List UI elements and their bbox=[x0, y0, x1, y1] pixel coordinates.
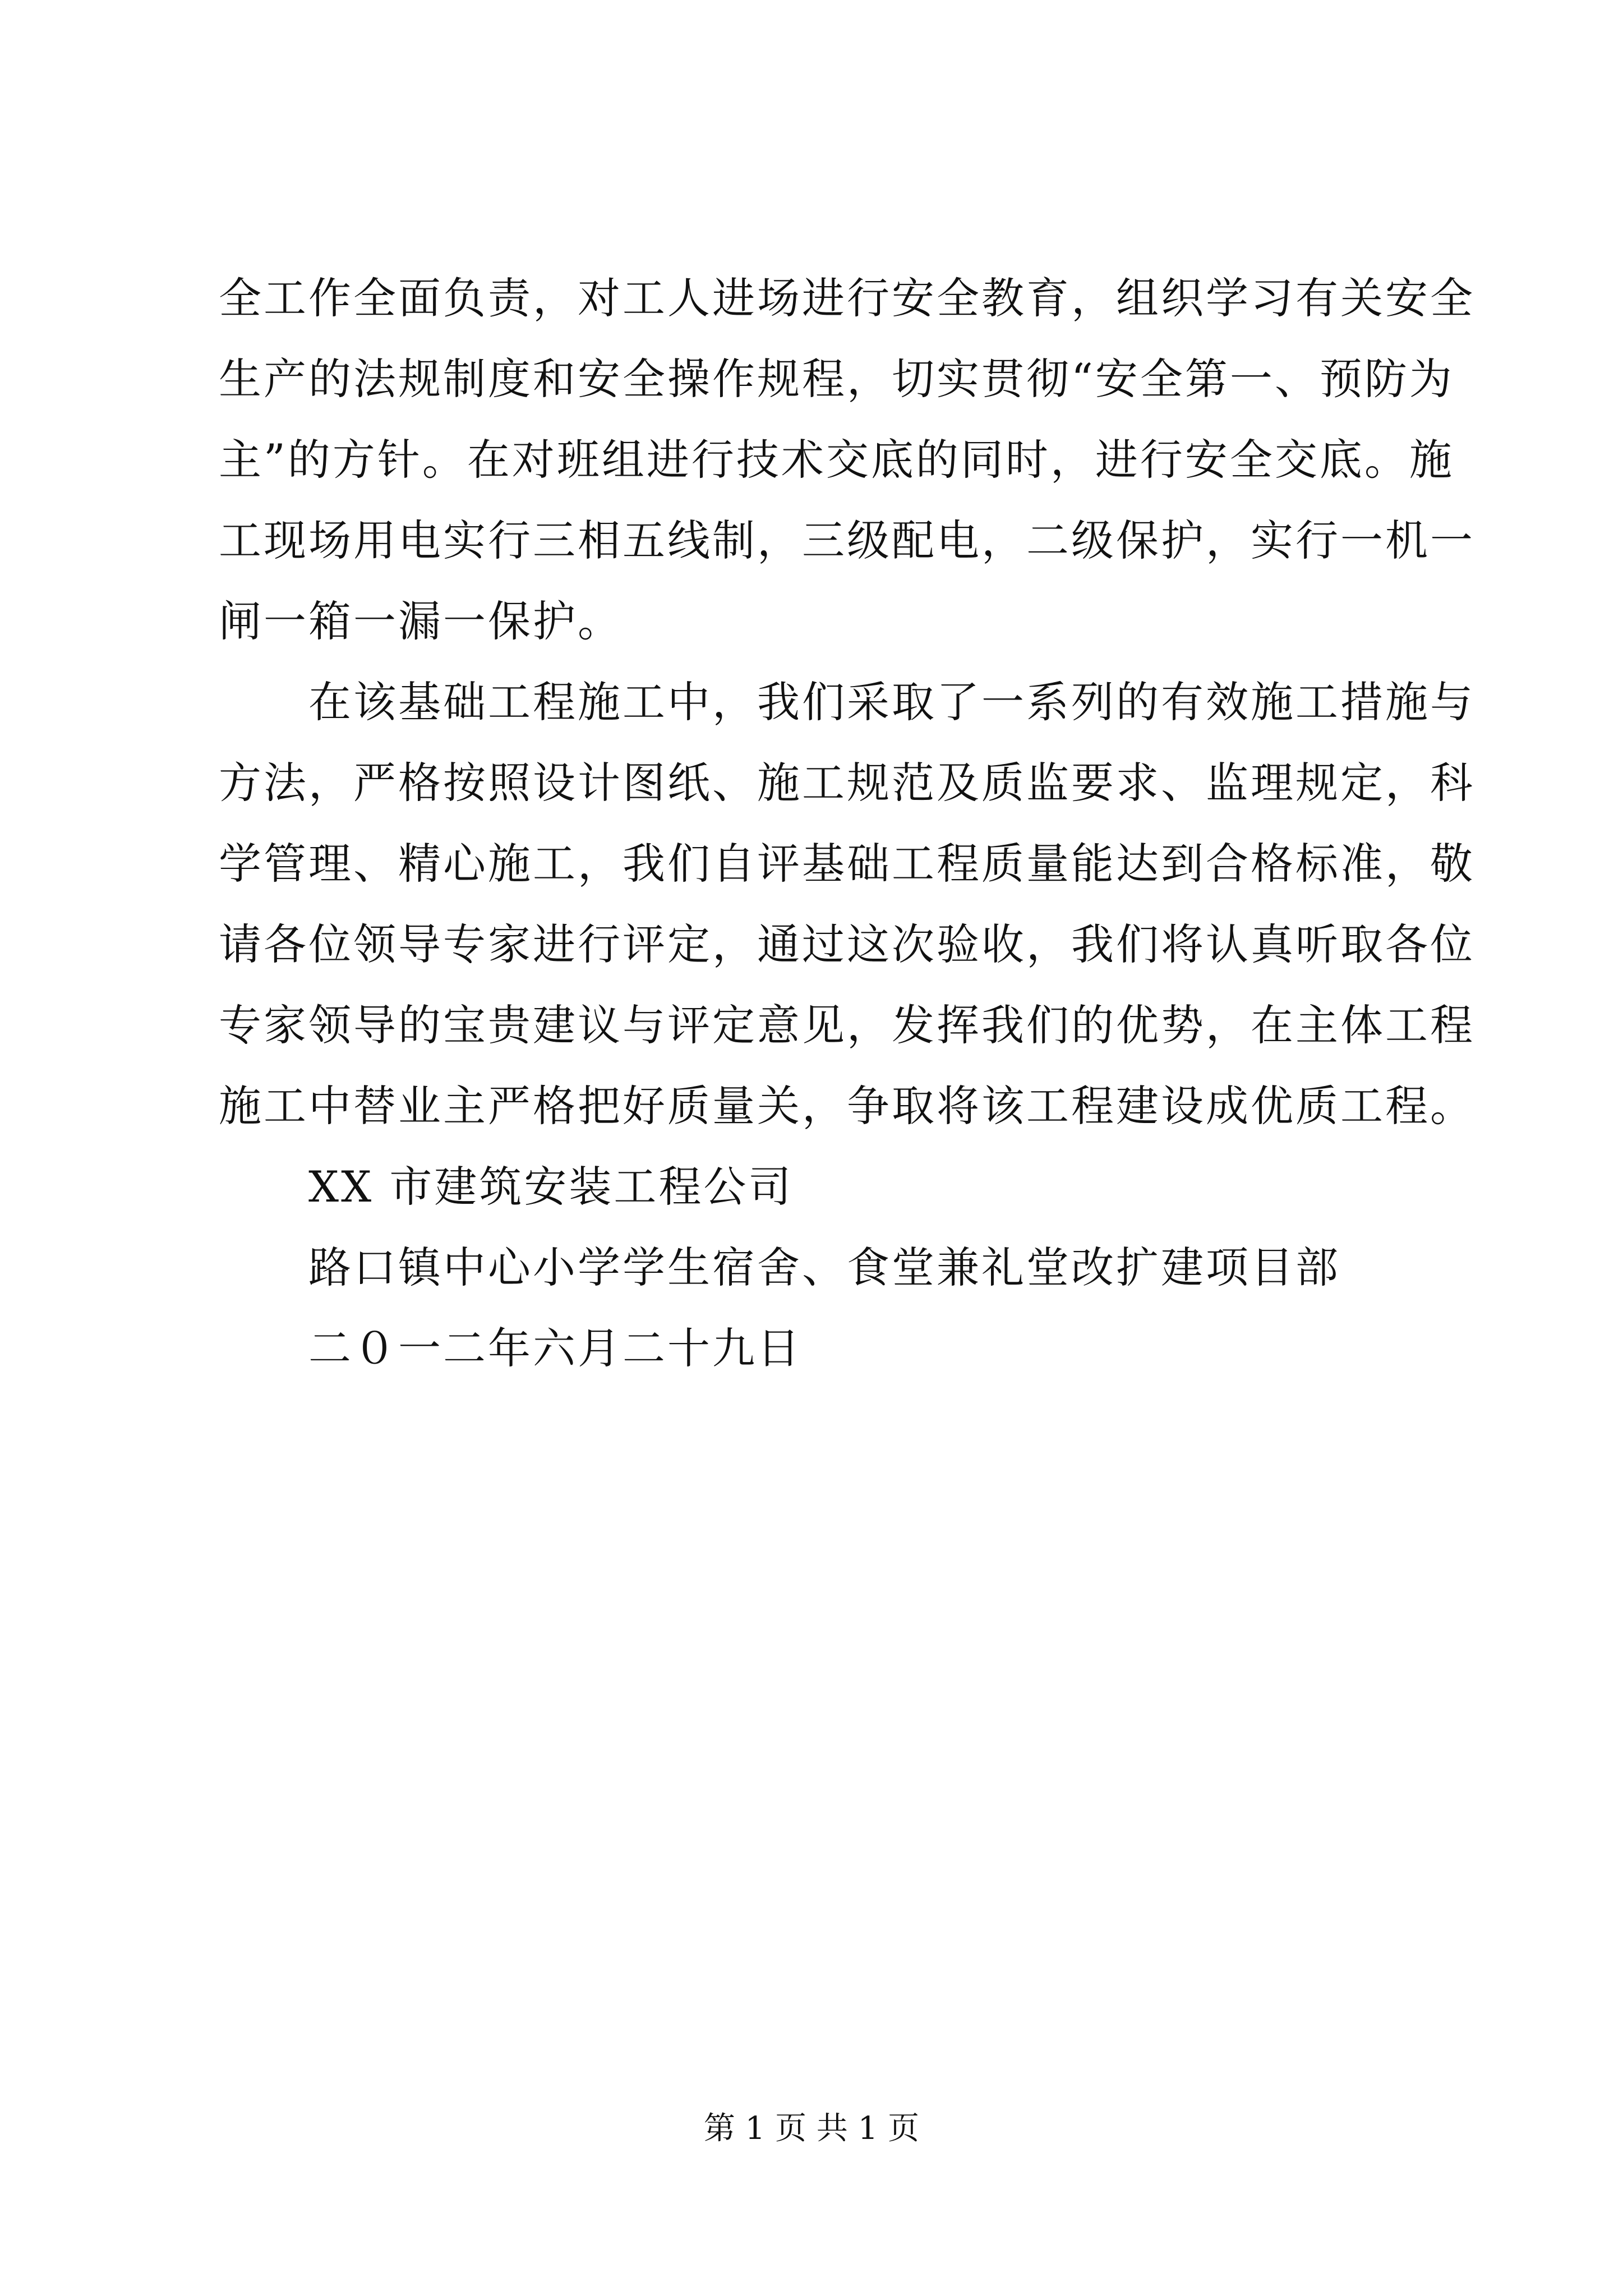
text-line: 专家领导的宝贵建议与评定意见，发挥我们的优势，在主体工程 bbox=[219, 1000, 1475, 1050]
text-line: 全工作全面负责，对工人进场进行安全教育，组织学习有关安全 bbox=[219, 273, 1475, 323]
text-line: 学管理、精心施工，我们自评基础工程质量能达到合格标准，敬 bbox=[219, 839, 1475, 889]
paragraph-2 bbox=[219, 662, 1475, 1147]
text-line: 施工中替业主严格把好质量关，争取将该工程建设成优质工程。 bbox=[219, 1081, 1475, 1131]
signature-department: 路口镇中心小学学生宿舍、食堂兼礼堂改扩建项目部 bbox=[308, 1243, 1340, 1292]
text-line: 在该基础工程施工中，我们采取了一系列的有效施工措施与 bbox=[308, 677, 1475, 727]
document-body bbox=[219, 258, 1475, 1389]
text-line: 工现场用电实行三相五线制，三级配电，二级保护，实行一机一 bbox=[219, 516, 1475, 565]
page-footer: 第 1 页 共 1 页 bbox=[703, 2110, 920, 2147]
paragraph-1 bbox=[219, 258, 1475, 662]
signature-company: XX 市建筑安装工程公司 bbox=[308, 1162, 794, 1212]
text-line: 方法，严格按照设计图纸、施工规范及质监要求、监理规定，科 bbox=[219, 758, 1475, 808]
text-line: 主”的方针。在对班组进行技术交底的同时，进行安全交底。施 bbox=[219, 435, 1454, 485]
text-line: 生产的法规制度和安全操作规程，切实贯彻“安全第一、预防为 bbox=[219, 354, 1454, 404]
text-line: 请各位领导专家进行评定，通过这次验收，我们将认真听取各位 bbox=[219, 919, 1475, 969]
text-line: 闸一箱一漏一保护。 bbox=[219, 596, 623, 646]
signature-date: 二０一二年六月二十九日 bbox=[308, 1323, 802, 1373]
